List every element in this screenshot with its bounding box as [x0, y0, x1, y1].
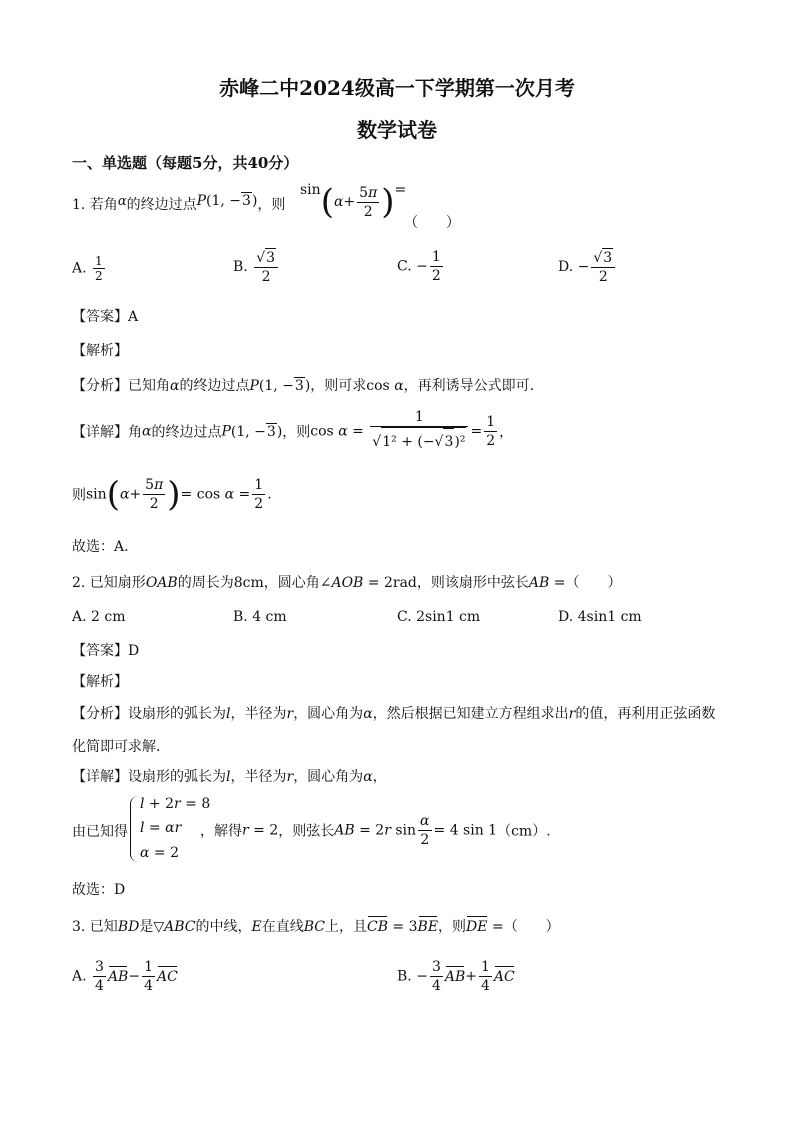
- q1-detail-2: 则sin(α+ $\frac{5\pi}{2}$ )= cos α = $\frac{1}{2}$ .: [72, 474, 272, 515]
- q1-expression: sin(α+ $\frac{5\pi}{2}$ )=: [300, 182, 407, 222]
- q2-option-b: B. 4 cm: [233, 609, 287, 625]
- q1-option-d: D. − $\frac{√3}{2}$: [558, 248, 617, 286]
- q2-detail: 【详解】设扇形的弧长为l，半径为r，圆心角为α，: [72, 769, 387, 785]
- q2-fenxi-2: 化简即可求解．: [72, 739, 170, 755]
- q1-detail: 【详解】角α的终边过点P(1, −3)，则cos α = $\frac{1}{\text{√1² + (−√3)²}}$ = $\frac{1}{2}$ ，: [72, 408, 513, 455]
- q1-option-b: B. $\frac{√3}{2}$: [233, 248, 280, 286]
- q2-option-c: C. 2sin1 cm: [397, 609, 481, 625]
- q2-stem: 2. 已知扇形OAB的周长为8cm，圆心角∠AOB = 2rad，则该扇形中弦长AB =（ ）: [72, 575, 622, 591]
- q2-solution: ，解得r = 2，则弦长AB = 2r sin $\frac{\alpha}{2}$ = 4 sin 1（cm）.: [200, 813, 551, 848]
- page-title: 赤峰二中2024级高一下学期第一次月考: [219, 76, 575, 100]
- q2-answer: 【答案】D: [72, 643, 140, 659]
- page-subtitle: 数学试卷: [357, 118, 437, 142]
- q1-stem: 1. 若角α的终边过点P(1, −3)，则: [72, 193, 286, 213]
- q1-fenxi: 【分析】已知角α的终边过点P(1, −3)，则可求cos α，再利诱导公式即可.: [72, 378, 535, 394]
- q2-analysis-label: 【解析】: [72, 674, 128, 690]
- q1-analysis-label: 【解析】: [72, 343, 128, 359]
- section-heading: 一、单选题（每题5分，共40分）: [72, 154, 299, 172]
- system-eq-1: l + 2r = 8: [140, 796, 211, 812]
- q2-choose: 故选：D: [72, 882, 126, 898]
- q3-option-b: B. − $\frac{3}{4}$ AB+ $\frac{1}{4}$ AC: [397, 959, 515, 994]
- q1-blank: （ ）: [404, 215, 460, 231]
- q1-option-a: A. $\frac{1}{2}$: [72, 254, 103, 283]
- q1-answer: 【答案】A: [72, 309, 139, 325]
- q1-option-c: C. − $\frac{1}{2}$: [397, 249, 441, 284]
- system-eq-3: α = 2: [140, 845, 180, 861]
- system-brace: [130, 796, 139, 862]
- q2-option-d: D. 4sin1 cm: [558, 609, 642, 625]
- q1-choose: 故选：A.: [72, 539, 129, 555]
- q3-option-a: A. $\frac{3}{4}$ AB− $\frac{1}{4}$ AC: [72, 959, 178, 994]
- q2-option-a: A. 2 cm: [72, 609, 126, 625]
- system-prefix: 由已知得: [72, 824, 128, 840]
- q2-fenxi: 【分析】设扇形的弧长为l，半径为r，圆心角为α，然后根据已知建立方程组求出r的值，再利用正弦函数: [72, 706, 716, 722]
- system-eq-2: l = αr: [140, 820, 182, 836]
- q3-stem: 3. 已知BD是▽ABC的中线，E在直线BC上，且CB = 3BE，则DE =（ ）: [72, 919, 560, 935]
